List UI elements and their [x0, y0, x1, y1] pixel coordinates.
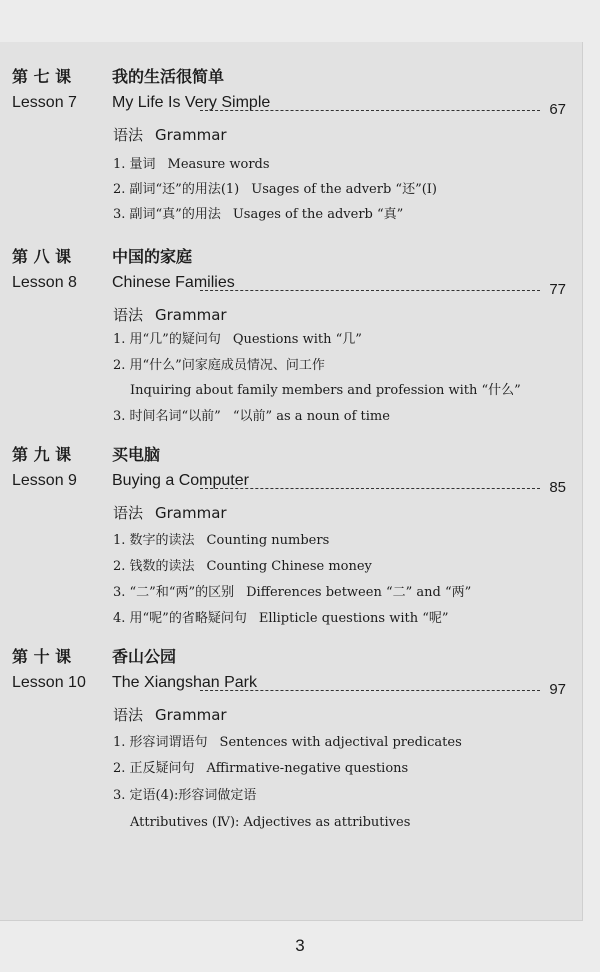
grammar-item [113, 204, 403, 226]
grammar-cn-label: 语法 [113, 504, 144, 522]
grammar-item [113, 732, 462, 754]
lesson-cn-heading [12, 444, 160, 466]
grammar-item-en: Counting Chinese money [206, 559, 372, 574]
lesson-en-number: Lesson 7 [12, 94, 77, 111]
grammar-item [130, 380, 521, 402]
grammar-item-cn: 2. 用“什么”问家庭成员情况、问工作 [113, 358, 325, 373]
lesson-cn-heading [12, 66, 224, 88]
lesson-cn-heading [12, 246, 192, 268]
lesson-en-title: My Life Is Very Simple [112, 94, 271, 111]
grammar-item-cn: 2. 正反疑问句 [113, 761, 195, 776]
grammar-item [113, 785, 256, 807]
lesson-page-number: 85 [549, 479, 566, 496]
grammar-cn-label: 语法 [113, 126, 144, 144]
grammar-en-label: Grammar [155, 126, 227, 144]
lesson-cn-number: 第 十 课 [12, 647, 72, 666]
grammar-item-cn: 2. 副词“还”的用法(1) [113, 182, 240, 197]
grammar-item-cn: 3. 时间名词“以前” [113, 409, 221, 424]
grammar-item-cn: 1. 数字的读法 [113, 533, 195, 548]
grammar-item [113, 355, 325, 377]
grammar-item-cn: 1. 用“几”的疑问句 [113, 332, 221, 347]
grammar-item [113, 329, 362, 351]
lesson-page-number: 77 [549, 281, 566, 298]
dotted-leader [200, 110, 540, 111]
lesson-cn-number: 第 九 课 [12, 445, 72, 464]
grammar-item-en: Affirmative-negative questions [206, 761, 409, 776]
grammar-item-cn: 4. 用“呢”的省略疑问句 [113, 611, 247, 626]
page-number: 3 [295, 936, 305, 955]
grammar-item [113, 154, 270, 176]
lesson-cn-title: 香山公园 [112, 647, 177, 666]
grammar-item-cn: 3. 副词“真”的用法 [113, 207, 221, 222]
grammar-item [113, 530, 329, 552]
dotted-leader [200, 488, 540, 489]
grammar-item-en: Usages of the adverb “真” [232, 207, 404, 222]
lesson-cn-number: 第 七 课 [12, 67, 72, 86]
lesson-cn-title: 中国的家庭 [112, 247, 193, 266]
grammar-item-en: Counting numbers [206, 533, 330, 548]
grammar-item-cn: 2. 钱数的读法 [113, 559, 195, 574]
dotted-leader [200, 290, 540, 291]
grammar-item-en: “以前” as a noun of time [232, 409, 390, 424]
grammar-heading [113, 502, 227, 524]
lesson-en-title: Chinese Families [112, 274, 235, 291]
grammar-item-cn: 1. 量词 [113, 157, 156, 172]
grammar-item-en: Attributives (Ⅳ): Adjectives as attributives [130, 815, 411, 830]
grammar-en-label: Grammar [155, 706, 227, 724]
lesson-cn-title: 买电脑 [112, 445, 161, 464]
grammar-item-en: Measure words [167, 157, 270, 172]
lesson-en-number: Lesson 9 [12, 472, 77, 489]
grammar-item-cn: 1. 形容词谓语句 [113, 735, 208, 750]
grammar-item [113, 556, 372, 578]
lesson-en-title: The Xiangshan Park [112, 674, 257, 691]
grammar-item-cn: 3. 定语(4):形容词做定语 [113, 788, 257, 803]
lesson-cn-heading [12, 646, 176, 668]
grammar-item-en: Usages of the adverb “还”(I) [251, 182, 437, 197]
lesson-page-number: 97 [549, 681, 566, 698]
grammar-item-en: Inquiring about family members and profession with “什么” [130, 383, 521, 398]
grammar-item [113, 406, 390, 428]
grammar-item [130, 812, 410, 834]
grammar-heading [113, 704, 227, 726]
grammar-en-label: Grammar [155, 306, 227, 324]
grammar-heading [113, 124, 227, 146]
grammar-item-en: Sentences with adjectival predicates [219, 735, 462, 750]
lesson-en-title: Buying a Computer [112, 472, 249, 489]
grammar-item [113, 582, 471, 604]
grammar-item-en: Ellipticle questions with “呢” [258, 611, 449, 626]
lesson-en-number: Lesson 10 [12, 674, 86, 691]
grammar-item-en: Questions with “几” [232, 332, 362, 347]
dotted-leader [200, 690, 540, 691]
grammar-item-cn: 3. “二”和“两”的区别 [113, 585, 235, 600]
grammar-item [113, 179, 437, 201]
lesson-cn-title: 我的生活很简单 [112, 67, 225, 86]
grammar-cn-label: 语法 [113, 706, 144, 724]
lesson-en-number: Lesson 8 [12, 274, 77, 291]
grammar-item [113, 758, 408, 780]
grammar-item-en: Differences between “二” and “两” [246, 585, 472, 600]
grammar-en-label: Grammar [155, 504, 227, 522]
lesson-cn-number: 第 八 课 [12, 247, 72, 266]
grammar-cn-label: 语法 [113, 306, 144, 324]
lesson-page-number: 67 [549, 101, 566, 118]
grammar-heading [113, 304, 227, 326]
grammar-item [113, 608, 449, 630]
